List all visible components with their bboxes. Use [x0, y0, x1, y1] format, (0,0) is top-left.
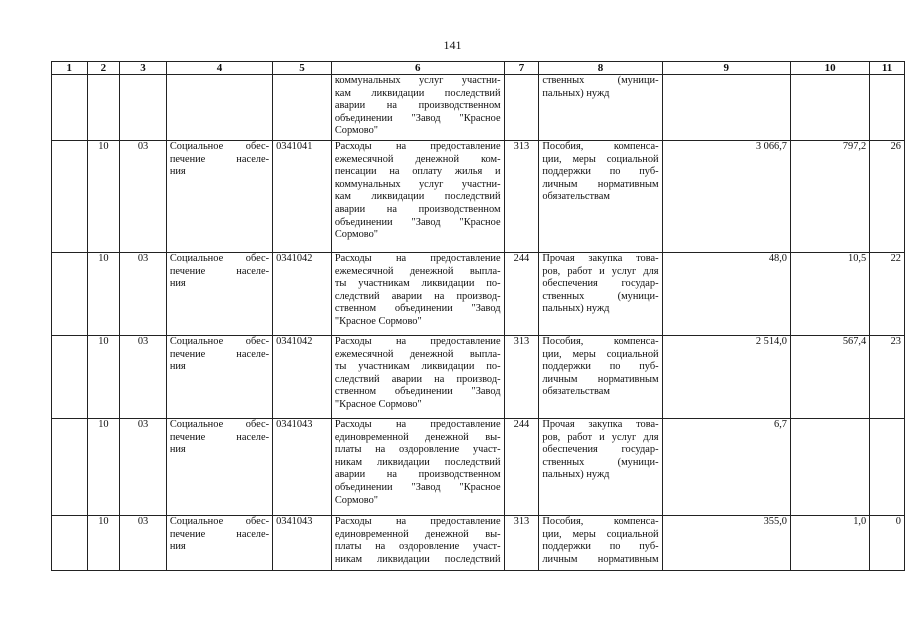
column-header-8: 8 — [539, 62, 662, 75]
text-line: обеспечения государ- — [542, 444, 659, 456]
amount-col11: 0 — [870, 516, 905, 571]
amount-col10: 797,2 — [791, 141, 870, 253]
text-line: Расходы на предоставление — [334, 253, 501, 264]
text-line: ежемесячной денежной выпла- — [334, 348, 501, 360]
column-header-9: 9 — [662, 62, 790, 75]
column-header-2: 2 — [87, 62, 120, 75]
cell-empty — [870, 75, 905, 141]
text-line: обеспечения государ- — [542, 278, 659, 290]
target-article-code: 0341041 — [273, 141, 332, 253]
amount-col10: 567,4 — [791, 336, 870, 419]
column-header-4: 4 — [166, 62, 272, 75]
section-code: 10 — [87, 419, 120, 516]
target-article-code: 0341043 — [273, 516, 332, 571]
amount-col10: 1,0 — [791, 516, 870, 571]
text-line: обязательствам — [542, 191, 610, 203]
amount-col11: 26 — [870, 141, 905, 253]
text-line: поддержки по пуб- — [542, 361, 659, 373]
page-number: 141 — [443, 38, 462, 52]
text-line: ции, меры социальной — [542, 348, 659, 360]
text-line: Социальное обес- — [169, 336, 270, 347]
text-line: следствий аварии на производ- — [334, 373, 501, 385]
table-row — [52, 253, 905, 336]
text-line: ственных (муници- — [542, 290, 659, 302]
section-code: 10 — [87, 516, 120, 571]
expense-description — [331, 75, 504, 141]
subsection-code: 03 — [120, 336, 167, 419]
text-line: Расходы на предоставление — [334, 516, 501, 527]
text-line: ственном объединении "Завод — [334, 386, 501, 398]
expense-type-code: 313 — [504, 336, 539, 419]
section-name — [166, 336, 272, 419]
table-row — [52, 141, 905, 253]
expense-type-code: 313 — [504, 516, 539, 571]
column-header-11: 11 — [870, 62, 905, 75]
text-line: пенсации на оплату жилья и — [334, 166, 501, 178]
text-line: Расходы на предоставление — [334, 336, 501, 347]
column-header-1: 1 — [52, 62, 88, 75]
target-article-code: 0341042 — [273, 253, 332, 336]
cell-empty — [52, 336, 88, 419]
amount-col9: 2 514,0 — [662, 336, 790, 419]
text-line: коммунальных услуг участни- — [334, 75, 501, 86]
text-line: объединении "Завод "Красное — [334, 481, 501, 493]
section-code: 10 — [87, 336, 120, 419]
text-line: ния — [169, 278, 186, 290]
text-line: ции, меры социальной — [542, 153, 659, 165]
text-line: Сормово" — [334, 125, 379, 137]
text-line: никам ликвидации последствий — [334, 456, 501, 468]
target-article-code: 0341043 — [273, 419, 332, 516]
text-line: ственном объединении "Завод — [334, 303, 501, 315]
text-line: единовременной денежной вы- — [334, 431, 501, 443]
text-line: ственных (муници- — [542, 456, 659, 468]
section-name — [166, 253, 272, 336]
text-line: Социальное обес- — [169, 516, 270, 527]
amount-col11: 22 — [870, 253, 905, 336]
text-line: личным нормативным — [542, 553, 659, 565]
text-line: пальных) нужд — [542, 87, 610, 99]
text-line: аварии на производственном — [334, 469, 501, 481]
text-line: пальных) нужд — [542, 303, 610, 315]
column-header-10: 10 — [791, 62, 870, 75]
text-line: печение населе- — [169, 265, 270, 277]
text-line: ственных (муници- — [542, 75, 659, 86]
cell-empty — [52, 75, 88, 141]
text-line: поддержки по пуб- — [542, 541, 659, 553]
target-article-code: 0341042 — [273, 336, 332, 419]
text-line: никам ликвидации последствий — [334, 553, 501, 565]
expense-type — [539, 336, 662, 419]
section-name — [166, 419, 272, 516]
text-line: печение населе- — [169, 431, 270, 443]
text-line: обязательствам — [542, 386, 610, 398]
amount-col9: 48,0 — [662, 253, 790, 336]
cell-empty — [52, 141, 88, 253]
text-line: поддержки по пуб- — [542, 166, 659, 178]
expense-description — [331, 253, 504, 336]
amount-col10: 10,5 — [791, 253, 870, 336]
expense-type-code: 313 — [504, 141, 539, 253]
text-line: аварии на производственном — [334, 100, 501, 112]
text-line: Прочая закупка това- — [542, 419, 659, 430]
text-line: ров, работ и услуг для — [542, 265, 659, 277]
expense-type — [539, 419, 662, 516]
expense-description — [331, 419, 504, 516]
cell-empty — [52, 419, 88, 516]
text-line: пальных) нужд — [542, 469, 610, 481]
cell-empty — [791, 75, 870, 141]
header-row — [52, 62, 905, 75]
text-line: ров, работ и услуг для — [542, 431, 659, 443]
table-row — [52, 516, 905, 571]
text-line: Сормово" — [334, 494, 379, 506]
text-line: объединении "Завод "Красное — [334, 112, 501, 124]
expense-type-code: 244 — [504, 253, 539, 336]
text-line: ния — [169, 166, 186, 178]
subsection-code: 03 — [120, 141, 167, 253]
text-line: ежемесячной денежной ком- — [334, 153, 501, 165]
text-line: следствий аварии на производ- — [334, 290, 501, 302]
text-line: Прочая закупка това- — [542, 253, 659, 264]
text-line: печение населе- — [169, 348, 270, 360]
cell-empty — [166, 75, 272, 141]
text-line: Сормово" — [334, 229, 379, 241]
text-line: Пособия, компенса- — [542, 141, 659, 152]
section-code: 10 — [87, 141, 120, 253]
amount-col9: 3 066,7 — [662, 141, 790, 253]
text-line: аварии на производственном — [334, 203, 501, 215]
table-row — [52, 419, 905, 516]
text-line: "Красное Сормово" — [334, 398, 422, 410]
subsection-code: 03 — [120, 253, 167, 336]
expense-description — [331, 516, 504, 571]
expense-description — [331, 141, 504, 253]
text-line: Пособия, компенса- — [542, 336, 659, 347]
amount-col9: 6,7 — [662, 419, 790, 516]
budget-table — [51, 61, 905, 571]
text-line: коммунальных услуг участни- — [334, 178, 501, 190]
amount-col11: 23 — [870, 336, 905, 419]
text-line: ты участникам ликвидации по- — [334, 361, 501, 373]
text-line: Социальное обес- — [169, 253, 270, 264]
text-line: объединении "Завод "Красное — [334, 216, 501, 228]
expense-type — [539, 516, 662, 571]
text-line: Расходы на предоставление — [334, 419, 501, 430]
cell-empty — [662, 75, 790, 141]
text-line: личным нормативным — [542, 373, 659, 385]
text-line: ежемесячной денежной выпла- — [334, 265, 501, 277]
expense-type-code: 244 — [504, 419, 539, 516]
text-line: ции, меры социальной — [542, 528, 659, 540]
cell-empty — [52, 516, 88, 571]
text-line: "Красное Сормово" — [334, 315, 422, 327]
subsection-code: 03 — [120, 516, 167, 571]
column-header-6: 6 — [331, 62, 504, 75]
subsection-code: 03 — [120, 419, 167, 516]
section-code: 10 — [87, 253, 120, 336]
expense-type — [539, 141, 662, 253]
column-header-5: 5 — [273, 62, 332, 75]
expense-type — [539, 253, 662, 336]
text-line: Социальное обес- — [169, 141, 270, 152]
text-line: печение населе- — [169, 153, 270, 165]
text-line: кам ликвидации последствий — [334, 87, 501, 99]
cell-empty — [52, 253, 88, 336]
text-line: платы на оздоровление участ- — [334, 444, 501, 456]
column-header-3: 3 — [120, 62, 167, 75]
text-line: Социальное обес- — [169, 419, 270, 430]
section-name — [166, 141, 272, 253]
cell-empty — [87, 75, 120, 141]
text-line: личным нормативным — [542, 178, 659, 190]
text-line: ния — [169, 444, 186, 456]
cell-empty — [273, 75, 332, 141]
text-line: платы на оздоровление участ- — [334, 541, 501, 553]
text-line: ния — [169, 361, 186, 373]
section-name — [166, 516, 272, 571]
column-header-7: 7 — [504, 62, 539, 75]
amount-col10 — [791, 419, 870, 516]
text-line: ты участникам ликвидации по- — [334, 278, 501, 290]
text-line: Расходы на предоставление — [334, 141, 501, 152]
amount-col11 — [870, 419, 905, 516]
continuation-row — [52, 75, 905, 141]
text-line: единовременной денежной вы- — [334, 528, 501, 540]
expense-description — [331, 336, 504, 419]
text-line: кам ликвидации последствий — [334, 191, 501, 203]
text-line: печение населе- — [169, 528, 270, 540]
text-line: ния — [169, 541, 186, 553]
amount-col9: 355,0 — [662, 516, 790, 571]
cell-empty — [504, 75, 539, 141]
text-line: Пособия, компенса- — [542, 516, 659, 527]
expense-type — [539, 75, 662, 141]
cell-empty — [120, 75, 167, 141]
table-row — [52, 336, 905, 419]
